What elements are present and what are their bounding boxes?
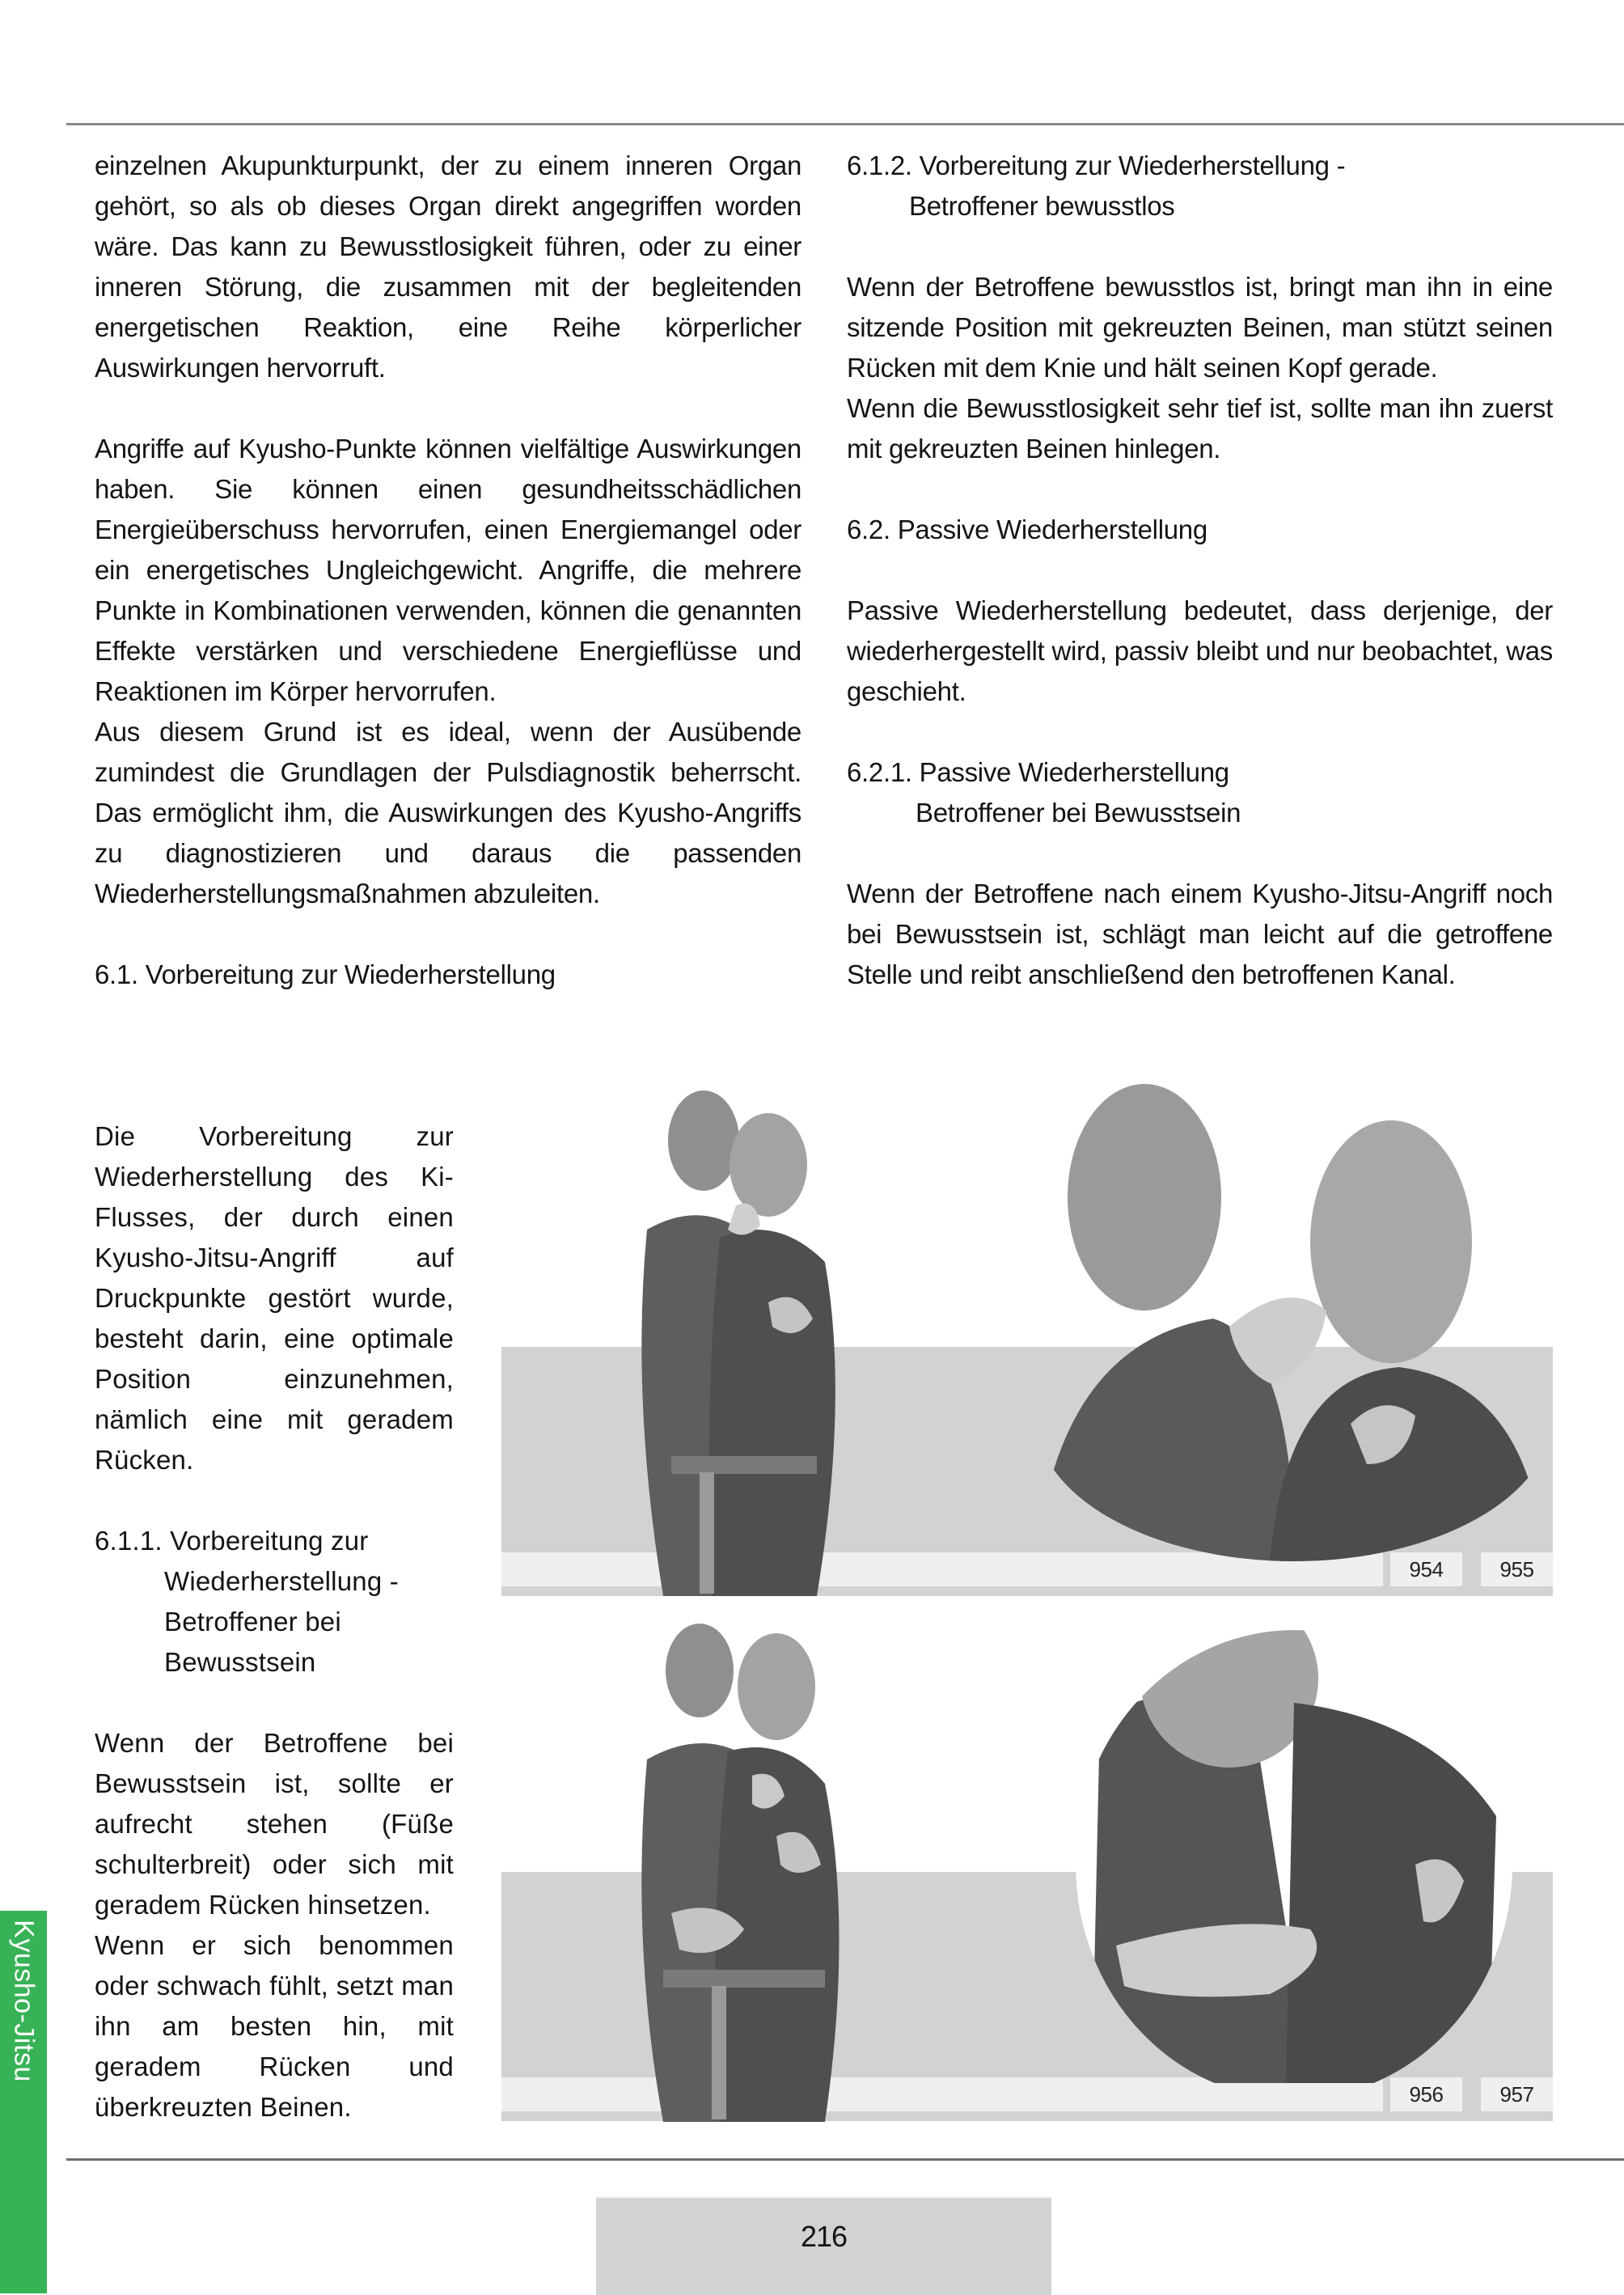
right-column-text	[847, 146, 1553, 995]
chapter-side-tab	[0, 1911, 47, 2293]
figure-label-957: 957	[1481, 2077, 1553, 2111]
paragraph-6-1-2-unconscious: Wenn der Betroffene bewusstlos ist, bringt man ihn in eine sitzende Position mit gekreuzten Beinen, man stützt seinen Rücken mit dem Knie und hält seinen Kopf gerade.	[847, 272, 1553, 383]
heading-6-1: 6.1. Vorbereitung zur Wiederherstellung	[95, 959, 556, 989]
photo-955-closeup-neck	[1027, 1076, 1561, 1561]
heading-6-1-1	[95, 1521, 454, 1683]
heading-6-1-1-line4: Bewusstsein	[164, 1647, 316, 1677]
figure-label-955: 955	[1481, 1552, 1553, 1586]
heading-6-2: 6.2. Passive Wiederherstellung	[847, 514, 1207, 544]
page-number: 216	[800, 2220, 848, 2253]
paragraph-kyusho-effects: Angriffe auf Kyusho-Punkte können vielfältige Auswirkungen haben. Sie können einen gesundheitsschädlichen Energieüberschuss hervorrufen, einen Energiemangel oder ein energetisches Ungleichgewicht. Angriffe, die mehrere Punkte in Kombinationen verwenden, können die genannten Effekte verstärken und verschiedene Energieflüsse und Reaktionen im Körper hervorrufen.	[95, 434, 801, 706]
left-narrow-text	[95, 1116, 454, 2128]
heading-6-2-1	[847, 752, 1553, 833]
paragraph-6-1-2-deep: Wenn die Bewusstlosigkeit sehr tief ist, sollte man ihn zuerst mit gekreuzten Beinen hinlegen.	[847, 393, 1553, 464]
paragraph-6-1: Die Vorbereitung zur Wiederherstellung des Ki-Flusses, der durch einen Kyusho-Jitsu-Angriff auf Druckpunkte gestört wurde, besteht darin, eine optimale Position einzunehmen, nämlich eine mit geradem Rücken.	[95, 1121, 454, 1475]
heading-6-2-1-line2: Betroffener bei Bewusstsein	[916, 798, 1241, 828]
bottom-rule	[66, 2158, 1624, 2161]
paragraph-6-2-1: Wenn der Betroffene nach einem Kyusho-Jitsu-Angriff noch bei Bewusstsein ist, schlägt man leicht auf die getroffene Stelle und reibt anschließend den betroffenen Kanal.	[847, 879, 1553, 989]
figure-label-954: 954	[1390, 1552, 1462, 1586]
heading-6-1-2	[847, 146, 1553, 227]
photo-956-standing-pair	[615, 1622, 1003, 2122]
paragraph-pulse-diagnosis: Aus diesem Grund ist es ideal, wenn der Ausübende zumindest die Grundlagen der Pulsdiagnostik beherrscht. Das ermöglicht ihm, die Auswirkungen des Kyusho-Angriffs zu diagnostizieren und daraus die passenden Wiederherstellungsmaßnahmen abzuleiten.	[95, 717, 801, 908]
photo-957-closeup-arm	[1068, 1622, 1520, 2083]
heading-6-1-1-line1: Vorbereitung zur	[170, 1526, 369, 1556]
heading-6-1-1-line2: Wiederherstellung -	[164, 1566, 399, 1596]
heading-6-1-1-line3: Betroffener bei	[164, 1607, 341, 1637]
paragraph-6-1-1-conscious: Wenn der Betroffene bei Bewusstsein ist, sollte er aufrecht stehen (Füße schulterbreit) oder sich mit geradem Rücken hinsetzen.	[95, 1728, 454, 1920]
top-rule	[66, 123, 1624, 125]
paragraph-6-2: Passive Wiederherstellung bedeutet, dass derjenige, der wiederhergestellt wird, passiv bleibt und nur beobachtet, was geschieht.	[847, 595, 1553, 706]
heading-6-1-2-line2: Betroffener bewusstlos	[909, 191, 1175, 221]
paragraph-intro: einzelnen Akupunkturpunkt, der zu einem inneren Organ gehört, so als ob dieses Organ direkt angegriffen worden wäre. Das kann zu Bewusstlosigkeit führen, oder zu einer inneren Störung, die zusammen mit der begleitenden energetischen Reaktion, eine Reihe körperlicher Auswirkungen hervorruft.	[95, 150, 801, 383]
chapter-side-tab-label: Kyusho-Jitsu	[8, 1920, 40, 2082]
paragraph-6-1-1-dizzy: Wenn er sich benommen oder schwach fühlt, setzt man ihn am besten hin, mit geradem Rücken und überkreuzten Beinen.	[95, 1930, 454, 2122]
photo-954-standing-pair	[615, 1076, 1003, 1596]
heading-6-1-2-line1: 6.1.2. Vorbereitung zur Wiederherstellung -	[847, 150, 1346, 180]
figure-label-956: 956	[1390, 2077, 1462, 2111]
heading-6-1-1-number: 6.1.1.	[95, 1526, 163, 1556]
page-number-box	[596, 2197, 1051, 2295]
left-column-text	[95, 146, 801, 995]
heading-6-2-1-line1: 6.2.1. Passive Wiederherstellung	[847, 757, 1229, 787]
